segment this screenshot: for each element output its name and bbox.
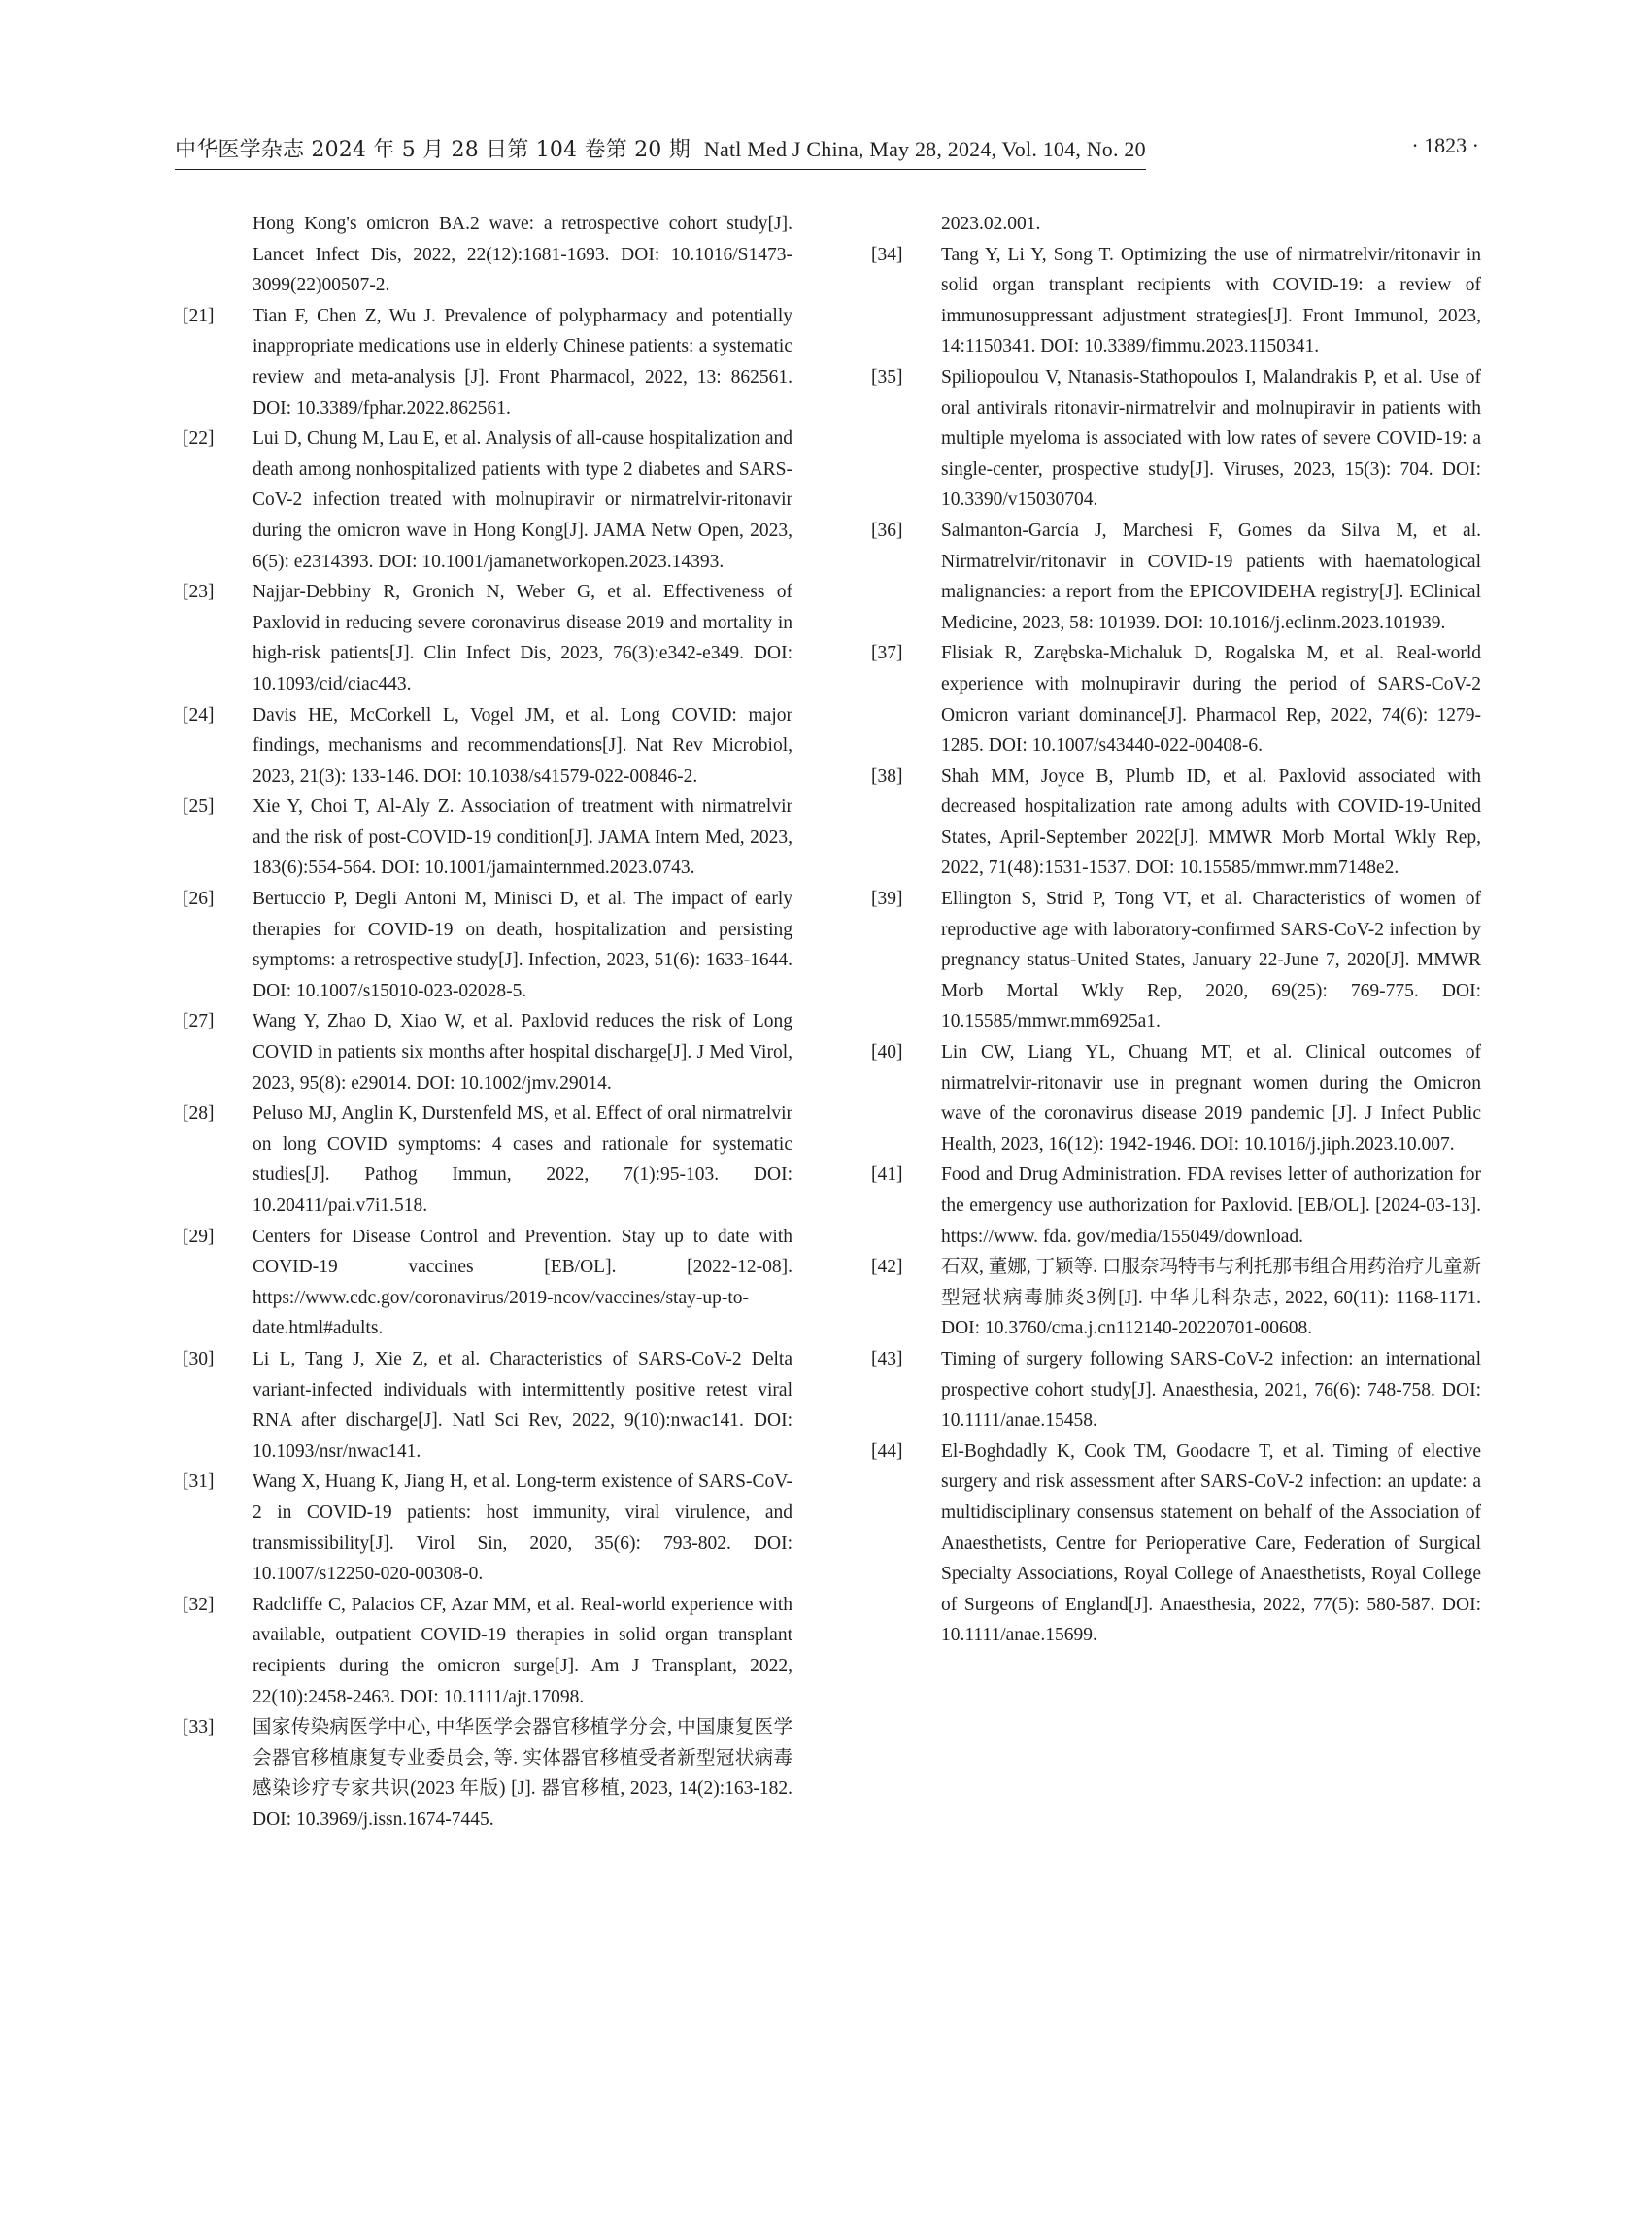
reference-item	[183, 301, 792, 423]
reference-number: [22]	[183, 428, 215, 450]
reference-item	[871, 638, 1481, 760]
reference-text: Li L, Tang J, Xie Z, et al. Characteristics of SARS-CoV-2 Delta variant-infected individuals with intermittently positive retest viral RNA after discharge[J]. Natl Sci Rev, 2022, 9(10):nwac141. DOI: 10.1093/nsr/nwac141.	[253, 1348, 792, 1462]
reference-text: Food and Drug Administration. FDA revises letter of authorization for the emergency use authorization for Paxlovid. [EB/OL]. [2024-03-13]. https://www. fda. gov/media/155049/download.	[941, 1164, 1481, 1247]
reference-item	[871, 761, 1481, 884]
reference-number: [30]	[183, 1348, 215, 1369]
reference-item	[183, 1222, 792, 1344]
reference-number: [43]	[871, 1348, 903, 1369]
reference-text: 石双, 董娜, 丁颖等. 口服奈玛特韦与利托那韦组合用药治疗儿童新型冠状病毒肺炎3例[J]. 中华儿科杂志, 2022, 60(11): 1168-1171. DOI: 10.3760/cma.j.cn112140-20220701-00608.	[941, 1257, 1481, 1339]
reference-item	[871, 1344, 1481, 1436]
reference-text: Shah MM, Joyce B, Plumb ID, et al. Paxlovid associated with decreased hospitalization rate among adults with COVID-19-United States, April-September 2022[J]. MMWR Morb Mortal Wkly Rep, 2022, 71(48):1531-1537. DOI: 10.15585/mmwr.mm7148e2.	[941, 765, 1481, 879]
reference-number: [39]	[871, 889, 903, 910]
reference-item	[871, 516, 1481, 638]
reference-text: Najjar-Debbiny R, Gronich N, Weber G, et al. Effectiveness of Paxlovid in reducing severe coronavirus disease 2019 and mortality in high-risk patients[J]. Clin Infect Dis, 2023, 76(3):e342-e349. DOI: 10.1093/cid/ciac443.	[253, 582, 792, 694]
reference-text: Wang X, Huang K, Jiang H, et al. Long-term existence of SARS-CoV-2 in COVID-19 patients: host immunity, viral virulence, and transmissibility[J]. Virol Sin, 2020, 35(6): 793-802. DOI: 10.1007/s12250-020-00308-0.	[253, 1471, 792, 1585]
references-left-column	[183, 209, 792, 1835]
reference-number: [38]	[871, 765, 903, 787]
reference-number: [35]	[871, 366, 903, 388]
reference-number: [33]	[183, 1717, 215, 1738]
reference-text: Timing of surgery following SARS-CoV-2 infection: an international prospective cohort study[J]. Anaesthesia, 2021, 76(6): 748-758. DOI: 10.1111/anae.15458.	[941, 1348, 1481, 1432]
reference-text: Tian F, Chen Z, Wu J. Prevalence of polypharmacy and potentially inappropriate medications use in elderly Chinese patients: a systematic review and meta-analysis [J]. Front Pharmacol, 2022, 13: 862561. DOI: 10.3389/fphar.2022.862561.	[253, 305, 792, 419]
reference-text: Hong Kong's omicron BA.2 wave: a retrospective cohort study[J]. Lancet Infect Dis, 2022, 22(12):1681-1693. DOI: 10.1016/S1473-3099(22)00507-2.	[253, 214, 792, 296]
reference-text: Salmanton-García J, Marchesi F, Gomes da Silva M, et al. Nirmatrelvir/ritonavir in COVID-19 patients with haematological malignancies: a report from the EPICOVIDEHA registry[J]. EClinical Medicine, 2023, 58: 101939. DOI: 10.1016/j.eclinm.2023.101939.	[941, 520, 1481, 633]
reference-number: [41]	[871, 1164, 903, 1186]
references-right-column	[871, 209, 1481, 1651]
reference-number: [25]	[183, 796, 215, 818]
reference-item	[183, 1344, 792, 1466]
reference-item	[183, 884, 792, 1006]
journal-citation-line	[175, 133, 1146, 170]
reference-item	[871, 1252, 1481, 1344]
reference-item	[871, 240, 1481, 362]
reference-number: [31]	[183, 1471, 215, 1493]
reference-text: Lin CW, Liang YL, Chuang MT, et al. Clinical outcomes of nirmatrelvir-ritonavir use in pregnant women during the Omicron wave of the coronavirus disease 2019 pandemic [J]. J Infect Public Health, 2023, 16(12): 1942-1946. DOI: 10.1016/j.jiph.2023.10.007.	[941, 1042, 1481, 1155]
reference-text: Lui D, Chung M, Lau E, et al. Analysis of all-cause hospitalization and death among nonhospitalized patients with type 2 diabetes and SARS-CoV-2 infection treated with molnupiravir or nirmatrelvir-ritonavir during the omicron wave in Hong Kong[J]. JAMA Netw Open, 2023, 6(5): e2314393. DOI: 10.1001/jamanetworkopen.2023.14393.	[253, 428, 792, 572]
reference-text: Bertuccio P, Degli Antoni M, Minisci D, et al. The impact of early therapies for COVID-19 on death, hospitalization and persisting symptoms: a retrospective study[J]. Infection, 2023, 51(6): 1633-1644. DOI: 10.1007/s15010-023-02028-5.	[253, 889, 792, 1001]
reference-number: [27]	[183, 1011, 215, 1032]
reference-item	[183, 1590, 792, 1712]
reference-number: [29]	[183, 1226, 215, 1247]
reference-item	[183, 1466, 792, 1589]
reference-number: [42]	[871, 1257, 903, 1278]
reference-number: [34]	[871, 244, 903, 265]
reference-number: [24]	[183, 704, 215, 725]
reference-item	[183, 577, 792, 699]
reference-text: Tang Y, Li Y, Song T. Optimizing the use of nirmatrelvir/ritonavir in solid organ transplant recipients with COVID-19: a review of immunosuppressant adjustment strategies[J]. Front Immunol, 2023, 14:1150341. DOI: 10.3389/fimmu.2023.1150341.	[941, 244, 1481, 357]
reference-text: Ellington S, Strid P, Tong VT, et al. Characteristics of women of reproductive age with laboratory-confirmed SARS-CoV-2 infection by pregnancy status-United States, January 22-June 7, 2020[J]. MMWR Morb Mortal Wkly Rep, 2020, 69(25): 769-775. DOI: 10.15585/mmwr.mm6925a1.	[941, 889, 1481, 1032]
reference-text: 国家传染病医学中心, 中华医学会器官移植学分会, 中国康复医学会器官移植康复专业委员会, 等. 实体器官移植受者新型冠状病毒感染诊疗专家共识(2023 年版) [J]. 器官移植, 2023, 14(2):163-182. DOI: 10.3969/j.issn.1674-7445.	[253, 1717, 792, 1830]
journal-issue-cn: 中华医学杂志 2024 年 5 月 28 日第 104 卷第 20 期	[175, 138, 691, 162]
reference-number: [32]	[183, 1594, 215, 1615]
reference-text: Centers for Disease Control and Prevention. Stay up to date with COVID-19 vaccines [EB/OL]. [2022-12-08]. https://www.cdc.gov/coronavirus/2019-ncov/vaccines/stay-up-to-date.html#adults.	[253, 1226, 792, 1339]
reference-number: [44]	[871, 1440, 903, 1462]
reference-item	[871, 1037, 1481, 1160]
reference-number: [26]	[183, 889, 215, 910]
reference-number: [40]	[871, 1042, 903, 1063]
reference-item	[183, 209, 792, 301]
reference-item	[183, 423, 792, 577]
reference-text: Peluso MJ, Anglin K, Durstenfeld MS, et al. Effect of oral nirmatrelvir on long COVID symptoms: 4 cases and rationale for systematic studies[J]. Pathog Immun, 2022, 7(1):95-103. DOI: 10.20411/pai.v7i1.518.	[253, 1103, 792, 1216]
reference-item	[183, 792, 792, 884]
reference-item	[871, 362, 1481, 516]
reference-item	[871, 1436, 1481, 1651]
reference-item	[183, 700, 792, 792]
reference-text: Davis HE, McCorkell L, Vogel JM, et al. Long COVID: major findings, mechanisms and recommendations[J]. Nat Rev Microbiol, 2023, 21(3): 133-146. DOI: 10.1038/s41579-022-00846-2.	[253, 704, 792, 787]
reference-item	[871, 884, 1481, 1037]
reference-text: Wang Y, Zhao D, Xiao W, et al. Paxlovid reduces the risk of Long COVID in patients six months after hospital discharge[J]. J Med Virol, 2023, 95(8): e29014. DOI: 10.1002/jmv.29014.	[253, 1011, 792, 1094]
reference-text: 2023.02.001.	[941, 214, 1041, 234]
running-header	[175, 133, 1479, 166]
reference-item	[183, 1712, 792, 1835]
page-number: · 1823 ·	[1411, 133, 1479, 157]
reference-number: [21]	[183, 305, 215, 326]
reference-item	[183, 1098, 792, 1221]
reference-number: [37]	[871, 643, 903, 664]
reference-number: [28]	[183, 1103, 215, 1125]
reference-item	[183, 1006, 792, 1098]
journal-issue-en: Natl Med J China, May 28, 2024, Vol. 104, No. 20	[703, 137, 1146, 161]
reference-item	[871, 1160, 1481, 1252]
reference-text: Flisiak R, Zarębska-Michaluk D, Rogalska M, et al. Real-world experience with molnupiravir during the period of SARS-CoV-2 Omicron variant dominance[J]. Pharmacol Rep, 2022, 74(6): 1279-1285. DOI: 10.1007/s43440-022-00408-6.	[941, 643, 1481, 757]
reference-number: [23]	[183, 582, 215, 603]
reference-text: El-Boghdadly K, Cook TM, Goodacre T, et al. Timing of elective surgery and risk assessment after SARS-CoV-2 infection: an update: a multidisciplinary consensus statement on behalf of the Association of Anaesthetists, Centre for Perioperative Care, Federation of Surgical Specialty Associations, Royal College of Anaesthetists, Royal College of Surgeons of England[J]. Anaesthesia, 2022, 77(5): 580-587. DOI: 10.1111/anae.15699.	[941, 1440, 1481, 1646]
reference-text: Spiliopoulou V, Ntanasis-Stathopoulos I, Malandrakis P, et al. Use of oral antivirals ritonavir-nirmatrelvir and molnupiravir in patients with multiple myeloma is associated with low rates of severe COVID-19: a single-center, prospective study[J]. Viruses, 2023, 15(3): 704. DOI: 10.3390/v15030704.	[941, 366, 1481, 511]
reference-text: Xie Y, Choi T, Al-Aly Z. Association of treatment with nirmatrelvir and the risk of post-COVID-19 condition[J]. JAMA Intern Med, 2023, 183(6):554-564. DOI: 10.1001/jamainternmed.2023.0743.	[253, 796, 792, 879]
reference-text: Radcliffe C, Palacios CF, Azar MM, et al. Real-world experience with available, outpatient COVID-19 therapies in solid organ transplant recipients during the omicron surge[J]. Am J Transplant, 2022, 22(10):2458-2463. DOI: 10.1111/ajt.17098.	[253, 1594, 792, 1707]
reference-item	[871, 209, 1481, 240]
reference-number: [36]	[871, 520, 903, 541]
